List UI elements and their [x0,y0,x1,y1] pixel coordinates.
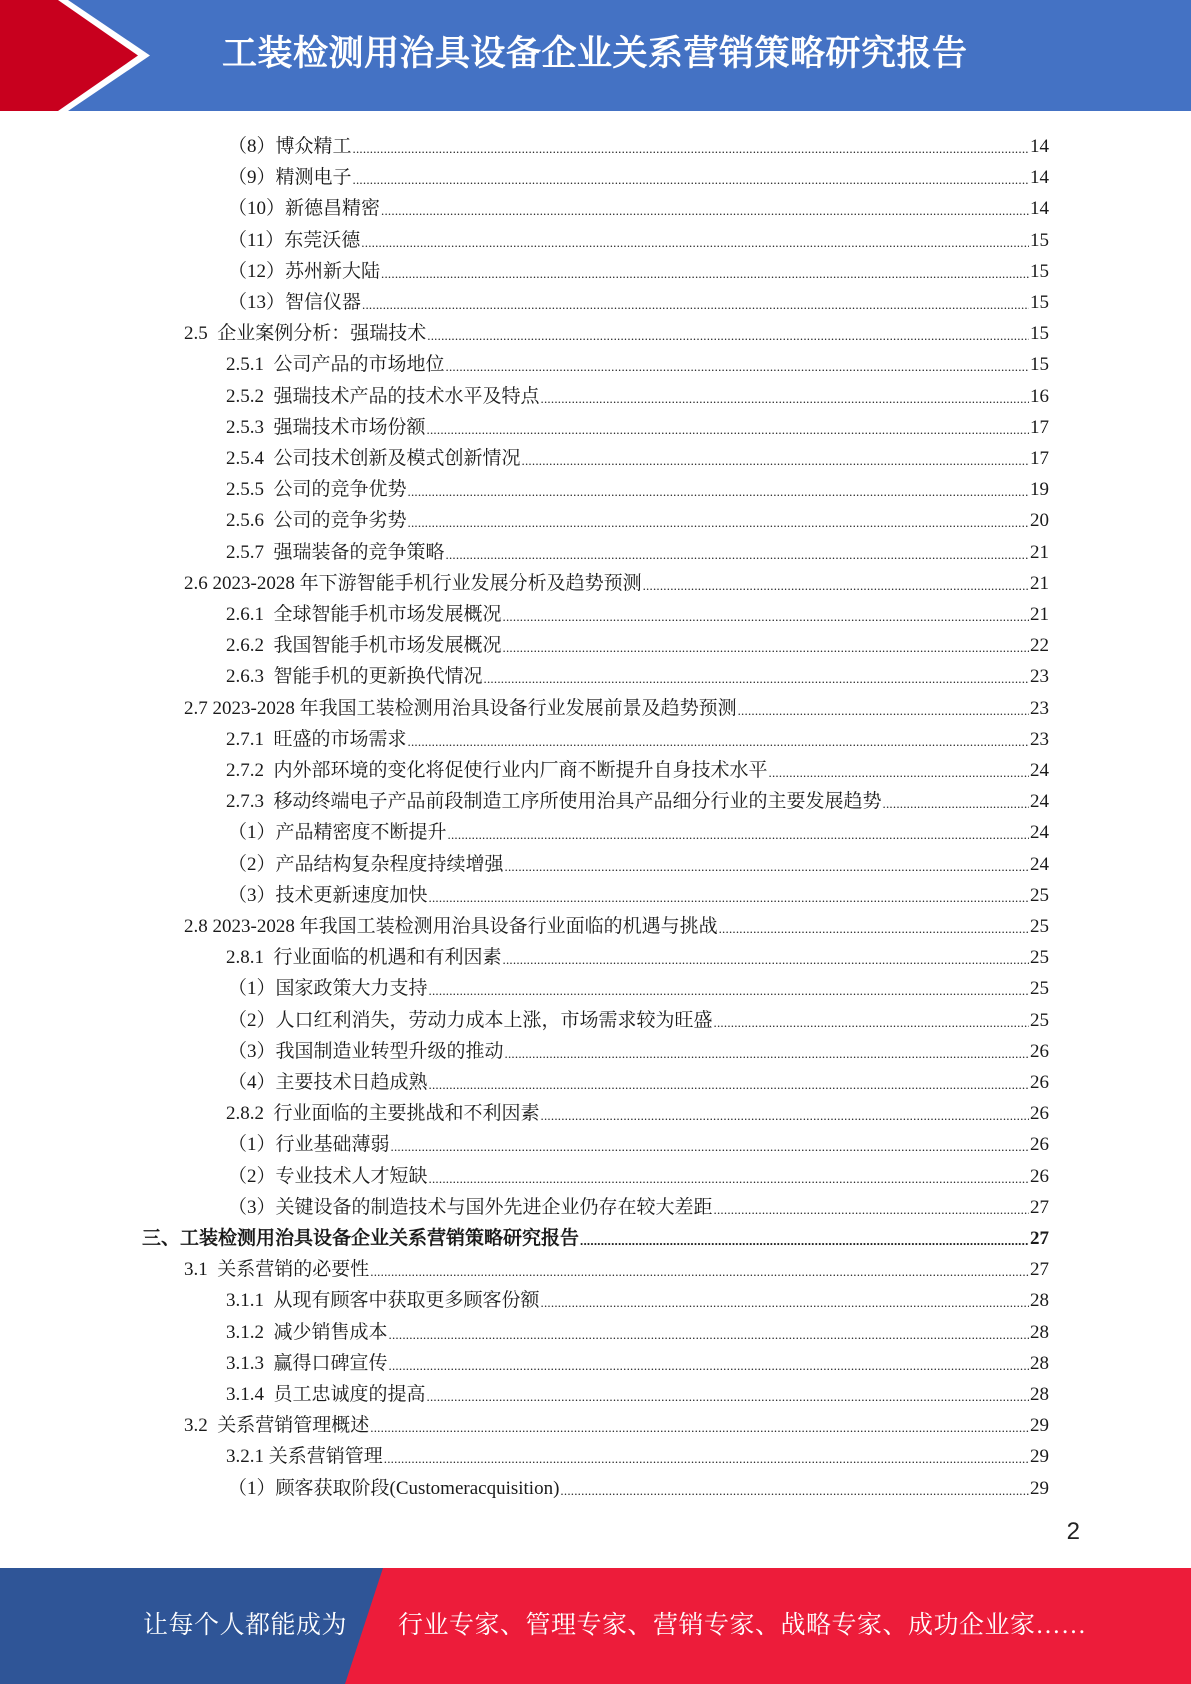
toc-entry-label: 2.7.2 内外部环境的变化将促使行业内厂商不断提升自身技术水平 [226,760,768,781]
toc-leader-dots [381,264,1029,284]
toc-entry-page: 24 [1030,760,1049,781]
toc-entry[interactable] [228,1033,1049,1064]
toc-leader-dots [381,201,1029,221]
toc-entry-page: 27 [1030,1228,1049,1249]
toc-leader-dots [503,607,1029,627]
footer-banner [0,1568,1191,1684]
toc-leader-dots [541,1106,1029,1126]
toc-leader-dots [446,545,1029,565]
toc-entry[interactable] [184,908,1049,939]
toc-entry-label: 2.5.5 公司的竞争优势 [226,479,407,500]
toc-leader-dots [408,732,1029,752]
toc-leader-dots [738,701,1029,721]
toc-entry-page: 15 [1030,354,1049,375]
toc-leader-dots [427,420,1029,440]
toc-entry[interactable] [228,1126,1049,1157]
toc-entry[interactable] [226,502,1049,533]
toc-entry-page: 24 [1030,854,1049,875]
toc-entry-page: 25 [1030,916,1049,937]
toc-entry-label: 3.1.3 赢得口碑宣传 [226,1353,388,1374]
toc-leader-dots [522,451,1029,471]
page-number: 2 [1066,1518,1080,1545]
toc-entry[interactable] [226,378,1049,409]
toc-entry[interactable] [226,1314,1049,1345]
toc-entry[interactable] [228,814,1049,845]
toc-entry[interactable] [184,690,1049,721]
toc-entry-page: 21 [1030,542,1049,563]
toc-entry-label: 2.5.4 公司技术创新及模式创新情况 [226,448,521,469]
toc-entry-label: （1）国家政策大力支持 [228,978,428,999]
toc-entry-page: 19 [1030,479,1049,500]
toc-entry[interactable] [226,783,1049,814]
toc-entry-label: 2.5.7 强瑞装备的竞争策略 [226,542,445,563]
toc-leader-dots [714,1200,1029,1220]
toc-entry-label: 3.1.4 员工忠诚度的提高 [226,1384,426,1405]
toc-entry-page: 16 [1030,386,1049,407]
footer-slogan-left: 让每个人都能成为 [143,1612,348,1639]
toc-entry[interactable] [226,939,1049,970]
toc-entry-label: （1）顾客获取阶段(Customeracquisition) [228,1478,560,1499]
toc-entry-label: （8）博众精工 [228,136,352,157]
toc-entry-page: 28 [1030,1353,1049,1374]
toc-entry-page: 15 [1030,230,1049,251]
toc-entry[interactable] [226,752,1049,783]
toc-entry-page: 26 [1030,1166,1049,1187]
toc-leader-dots [541,1293,1029,1313]
toc-entry-page: 15 [1030,261,1049,282]
toc-entry-page: 28 [1030,1322,1049,1343]
toc-leader-dots [448,825,1029,845]
toc-entry-page: 25 [1030,1010,1049,1031]
toc-entry-label: 3.1.1 从现有顾客中获取更多顾客份额 [226,1290,540,1311]
toc-entry[interactable] [228,877,1049,908]
toc-leader-dots [503,638,1029,658]
toc-leader-dots [391,1137,1029,1157]
toc-entry-page: 24 [1030,822,1049,843]
toc-entry-label: 2.5.1 公司产品的市场地位 [226,354,445,375]
toc-entry[interactable] [184,315,1049,346]
toc-entry[interactable] [228,846,1049,877]
toc-entry-label: （1）产品精密度不断提升 [228,822,447,843]
toc-entry-label: （2）产品结构复杂程度持续增强 [228,854,504,875]
toc-entry[interactable] [226,346,1049,377]
toc-leader-dots [429,1169,1029,1189]
toc-entry-label: 2.6.3 智能手机的更新换代情况 [226,666,483,687]
toc-entry-page: 14 [1030,198,1049,219]
toc-leader-dots [427,326,1029,346]
toc-entry[interactable] [226,1376,1049,1407]
toc-entry-page: 26 [1030,1134,1049,1155]
toc-entry-label: 2.8 2023-2028 年我国工装检测用治具设备行业面临的机遇与挑战 [184,916,718,937]
toc-entry[interactable] [184,1251,1049,1282]
toc-entry[interactable] [184,1407,1049,1438]
toc-entry-label: （3）我国制造业转型升级的推动 [228,1041,504,1062]
toc-entry-label: （10）新德昌精密 [228,198,381,219]
toc-entry[interactable] [226,596,1049,627]
toc-entry-page: 25 [1030,947,1049,968]
toc-entry-label: （4）主要技术日趋成熟 [228,1072,428,1093]
toc-entry-label: （2）人口红利消失，劳动力成本上涨，市场需求较为旺盛 [228,1010,713,1031]
toc-entry[interactable] [228,1189,1049,1220]
toc-leader-dots [370,1418,1029,1438]
toc-entry-page: 20 [1030,510,1049,531]
toc-leader-dots [384,1449,1029,1469]
toc-entry[interactable] [228,1158,1049,1189]
toc-entry-label: （2）专业技术人才短缺 [228,1166,428,1187]
toc-entry-label: （3）技术更新速度加快 [228,885,428,906]
toc-entry-page: 17 [1030,417,1049,438]
toc-leader-dots [429,888,1029,908]
toc-entry-page: 23 [1030,729,1049,750]
toc-entry-page: 29 [1030,1415,1049,1436]
toc-entry-label: 3.1 关系营销的必要性 [184,1259,370,1280]
toc-entry-label: 2.6.2 我国智能手机市场发展概况 [226,635,502,656]
toc-entry[interactable] [226,1438,1049,1469]
toc-entry-page: 24 [1030,791,1049,812]
toc-entry[interactable] [228,1470,1049,1501]
toc-entry-label: 2.5.2 强瑞技术产品的技术水平及特点 [226,386,540,407]
toc-leader-dots [429,1075,1029,1095]
toc-entry-page: 25 [1030,978,1049,999]
toc-leader-dots [362,295,1029,315]
toc-entry-page: 26 [1030,1103,1049,1124]
toc-entry-page: 27 [1030,1259,1049,1280]
toc-entry[interactable] [226,627,1049,658]
toc-entry-label: 2.8.2 行业面临的主要挑战和不利因素 [226,1103,540,1124]
toc-leader-dots [389,1325,1029,1345]
toc-entry-label: （11）东莞沃德 [228,230,361,251]
toc-entry[interactable] [228,253,1049,284]
toc-entry[interactable] [226,534,1049,565]
toc-entry[interactable] [226,1345,1049,1376]
toc-entry[interactable] [226,409,1049,440]
toc-entry[interactable] [226,721,1049,752]
toc-entry-page: 21 [1030,604,1049,625]
toc-entry[interactable] [226,1282,1049,1313]
toc-entry[interactable] [184,565,1049,596]
toc-entry[interactable] [228,970,1049,1001]
toc-entry[interactable] [228,190,1049,221]
toc-entry[interactable] [228,159,1049,190]
toc-entry-label: 2.6 2023-2028 年下游智能手机行业发展分析及趋势预测 [184,573,642,594]
toc-entry-label: 3.2 关系营销管理概述 [184,1415,370,1436]
toc-entry-page: 14 [1030,167,1049,188]
toc-entry[interactable] [226,440,1049,471]
toc-entry-label: 三、工装检测用治具设备企业关系营销策略研究报告 [142,1228,580,1249]
toc-entry-page: 29 [1030,1478,1049,1499]
toc-leader-dots [541,389,1029,409]
toc-entry-label: 2.7.3 移动终端电子产品前段制造工序所使用治具产品细分行业的主要发展趋势 [226,791,882,812]
toc-entry-page: 25 [1030,885,1049,906]
toc-entry-label: （9）精测电子 [228,167,352,188]
document-title: 工装检测用治具设备企业关系营销策略研究报告 [222,34,968,74]
toc-leader-dots [883,794,1029,814]
toc-entry-page: 26 [1030,1072,1049,1093]
toc-leader-dots [769,763,1029,783]
toc-entry[interactable] [226,658,1049,689]
toc-entry-label: 2.5.6 公司的竞争劣势 [226,510,407,531]
header-banner [0,0,1191,111]
toc-entry-label: 3.1.2 减少销售成本 [226,1322,388,1343]
toc-entry[interactable] [226,471,1049,502]
footer-slogan-right: 行业专家、管理专家、营销专家、战略专家、成功企业家…… [398,1612,1087,1639]
toc-entry[interactable] [142,1220,1049,1251]
toc-entry-page: 22 [1030,635,1049,656]
toc-entry-page: 28 [1030,1384,1049,1405]
toc-leader-dots [505,1044,1029,1064]
toc-entry-label: 2.7 2023-2028 年我国工装检测用治具设备行业发展前景及趋势预测 [184,698,737,719]
toc-leader-dots [427,1387,1029,1407]
toc-entry-page: 28 [1030,1290,1049,1311]
toc-leader-dots [560,1481,1029,1501]
toc-entry-page: 27 [1030,1197,1049,1218]
toc-entry-label: 2.8.1 行业面临的机遇和有利因素 [226,947,502,968]
toc-leader-dots [580,1231,1029,1251]
toc-leader-dots [505,857,1029,877]
toc-entry-page: 23 [1030,698,1049,719]
toc-leader-dots [353,139,1029,159]
toc-entry-page: 15 [1030,323,1049,344]
chevron-decoration-icon [0,0,160,111]
toc-entry-label: （13）智信仪器 [228,292,362,313]
toc-leader-dots [408,482,1029,502]
toc-entry-page: 29 [1030,1446,1049,1467]
toc-entry[interactable] [228,1002,1049,1033]
toc-entry-label: （3）关键设备的制造技术与国外先进企业仍存在较大差距 [228,1197,713,1218]
toc-entry[interactable] [228,222,1049,253]
toc-entry-label: 2.6.1 全球智能手机市场发展概况 [226,604,502,625]
toc-leader-dots [353,170,1029,190]
toc-leader-dots [503,950,1029,970]
toc-entry-label: 2.5.3 强瑞技术市场份额 [226,417,426,438]
toc-entry-page: 17 [1030,448,1049,469]
toc-leader-dots [361,233,1029,253]
toc-entry-label: （12）苏州新大陆 [228,261,381,282]
toc-leader-dots [643,576,1029,596]
toc-leader-dots [389,1356,1029,1376]
toc-entry-label: （1）行业基础薄弱 [228,1134,390,1155]
toc-entry-page: 14 [1030,136,1049,157]
toc-entry-page: 15 [1030,292,1049,313]
toc-leader-dots [370,1262,1029,1282]
toc-leader-dots [429,981,1029,1001]
toc-entry[interactable] [228,128,1049,159]
toc-entry-page: 26 [1030,1041,1049,1062]
toc-leader-dots [719,919,1029,939]
toc-entry-label: 3.2.1 关系营销管理 [226,1446,383,1467]
toc-entry-page: 21 [1030,573,1049,594]
toc-leader-dots [408,513,1029,533]
toc-leader-dots [446,357,1029,377]
toc-entry-label: 2.7.1 旺盛的市场需求 [226,729,407,750]
toc-entry[interactable] [228,284,1049,315]
toc-leader-dots [484,669,1029,689]
toc-entry-label: 2.5 企业案例分析：强瑞技术 [184,323,427,344]
toc-leader-dots [714,1013,1029,1033]
toc-entry[interactable] [226,1095,1049,1126]
toc-entry-page: 23 [1030,666,1049,687]
toc-entry[interactable] [228,1064,1049,1095]
